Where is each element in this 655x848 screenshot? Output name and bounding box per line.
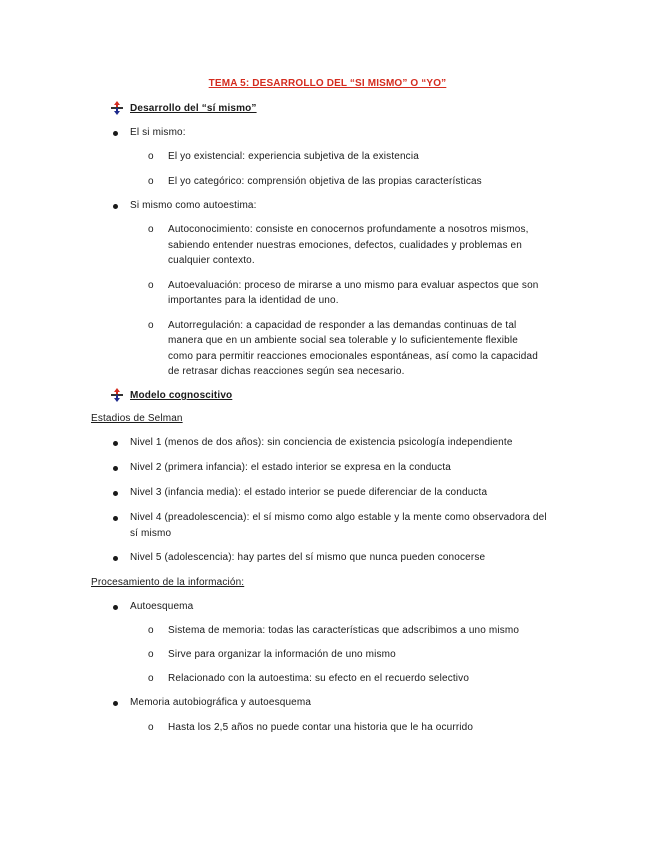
section-heading-desarrollo: Desarrollo del “sí mismo” bbox=[130, 103, 257, 114]
list-item-autoestima: Si mismo como autoestima: bbox=[130, 200, 257, 211]
circle-bullet-icon: o bbox=[148, 176, 154, 187]
sub-item-line: Autoconocimiento: consiste en conocernos profundamente a nosotros mismos, bbox=[168, 224, 529, 235]
list-item-nivel: Nivel 1 (menos de dos años): sin conciencia de existencia psicología independiente bbox=[130, 437, 513, 448]
four-way-arrow-icon bbox=[111, 388, 123, 402]
sub-item: El yo categórico: comprensión objetiva de las propias características bbox=[168, 176, 482, 187]
sub-item-line: sabiendo entender nuestras emociones, defectos, cualidades y problemas en bbox=[168, 240, 522, 251]
bullet-icon bbox=[113, 204, 118, 209]
subheading-procesamiento: Procesamiento de la información: bbox=[91, 577, 245, 588]
circle-bullet-icon: o bbox=[148, 280, 154, 291]
sub-item: Sistema de memoria: todas las características que adscribimos a uno mismo bbox=[168, 625, 520, 636]
section-heading-modelo: Modelo cognoscitivo bbox=[130, 390, 233, 401]
circle-bullet-icon: o bbox=[148, 673, 154, 684]
bullet-icon bbox=[113, 556, 118, 561]
bullet-icon bbox=[113, 491, 118, 496]
four-way-arrow-icon bbox=[111, 101, 123, 115]
sub-item-line: como para permitir reacciones emocionales espontáneas, así como la capacidad bbox=[168, 351, 538, 362]
sub-item: Relacionado con la autoestima: su efecto en el recuerdo selectivo bbox=[168, 673, 470, 684]
circle-bullet-icon: o bbox=[148, 625, 154, 636]
sub-item-line: manera que en un ambiente social sea tolerable y lo suficientemente flexible bbox=[168, 335, 518, 346]
list-item-nivel: Nivel 2 (primera infancia): el estado interior se expresa en la conducta bbox=[130, 462, 451, 473]
circle-bullet-icon: o bbox=[148, 320, 154, 331]
list-item-nivel: Nivel 5 (adolescencia): hay partes del sí mismo que nunca pueden conocerse bbox=[130, 552, 486, 563]
bullet-icon bbox=[113, 441, 118, 446]
subheading-selman: Estadios de Selman bbox=[91, 413, 183, 424]
bullet-icon bbox=[113, 131, 118, 136]
list-item-si-mismo: El si mismo: bbox=[130, 127, 186, 138]
bullet-icon bbox=[113, 605, 118, 610]
circle-bullet-icon: o bbox=[148, 151, 154, 162]
list-item-nivel: Nivel 4 (preadolescencia): el sí mismo como algo estable y la mente como observadora del bbox=[130, 512, 547, 523]
bullet-icon bbox=[113, 466, 118, 471]
sub-item-line: Autorregulación: a capacidad de responder a las demandas continuas de tal bbox=[168, 320, 517, 331]
page-title: TEMA 5: DESARROLLO DEL “SI MISMO” O “YO” bbox=[208, 78, 447, 89]
sub-item: Sirve para organizar la información de uno mismo bbox=[168, 649, 396, 660]
bullet-icon bbox=[113, 701, 118, 706]
sub-item: El yo existencial: experiencia subjetiva de la existencia bbox=[168, 151, 419, 162]
list-item-memoria: Memoria autobiográfica y autoesquema bbox=[130, 697, 312, 708]
sub-item: Hasta los 2,5 años no puede contar una historia que le ha ocurrido bbox=[168, 722, 474, 733]
bullet-icon bbox=[113, 516, 118, 521]
sub-item-line: importantes para la identidad de uno. bbox=[168, 295, 339, 306]
circle-bullet-icon: o bbox=[148, 722, 154, 733]
list-item-nivel-cont: sí mismo bbox=[130, 528, 172, 539]
list-item-nivel: Nivel 3 (infancia media): el estado interior se puede diferenciar de la conducta bbox=[130, 487, 488, 498]
list-item-autoesquema: Autoesquema bbox=[130, 601, 194, 612]
sub-item-line: cualquier contexto. bbox=[168, 255, 255, 266]
circle-bullet-icon: o bbox=[148, 649, 154, 660]
circle-bullet-icon: o bbox=[148, 224, 154, 235]
sub-item-line: de retrasar dichas reacciones según sea necesario. bbox=[168, 366, 405, 377]
sub-item-line: Autoevaluación: proceso de mirarse a uno mismo para evaluar aspectos que son bbox=[168, 280, 539, 291]
